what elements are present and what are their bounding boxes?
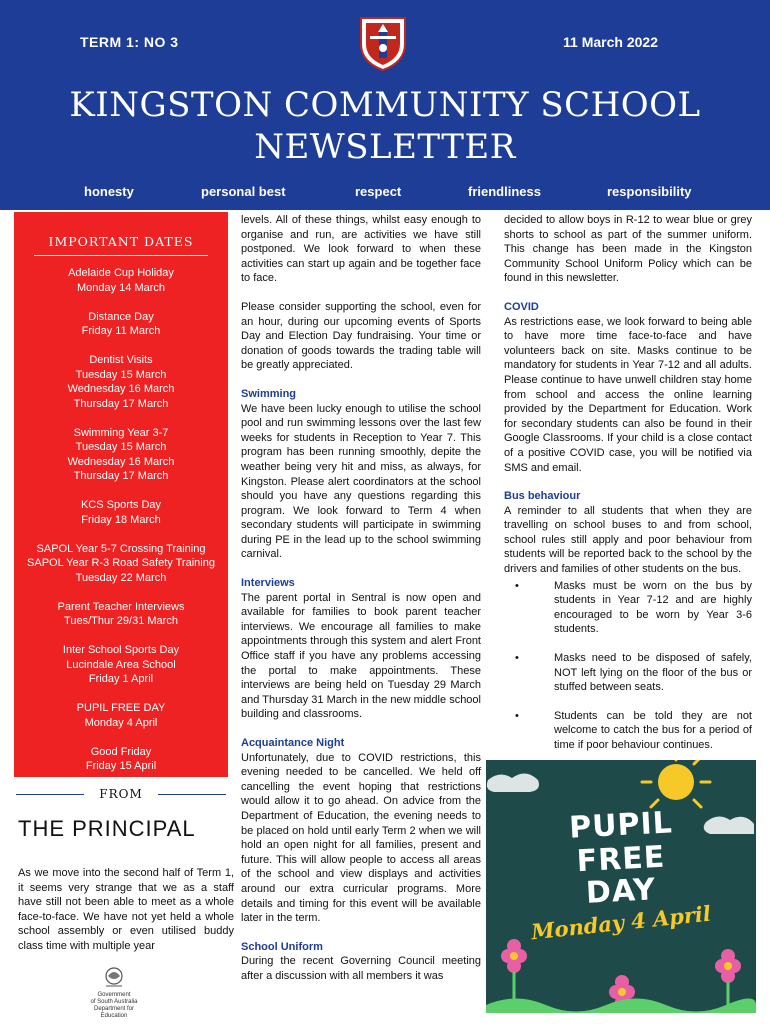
divider [34,255,208,256]
event-line: Wednesday 16 March [67,383,175,395]
event-line: Adelaide Cup Holiday [68,267,174,279]
event-line: Tuesday 15 March [75,368,167,381]
divider [158,794,226,795]
event-item [14,353,228,411]
event-item [14,498,228,527]
pupil-free-day-poster [486,760,756,1013]
gov-line-3: Department for Education [93,1006,135,1019]
paragraph: As we move into the second half of Term 1, it seems very strange that we as a staff have still not been able to meet as a whole face-to-face. We have not yet held a whole school assembly or even utilised buddy class time with multiple year [18,867,234,952]
event-line: Friday 18 March [81,513,161,526]
section-heading-school-uniform: School Uniform [241,940,323,953]
list-item: • Students can be told they are not welcome to catch the bus for a period of time if poor behaviour continues. [508,709,752,753]
event-item [14,426,228,484]
bus-rules-list [508,579,752,753]
event-item [14,643,228,687]
government-crest-icon [102,966,126,988]
issue-date: 11 March 2022 [563,34,658,50]
from-heading [14,787,228,801]
events-list [14,266,228,774]
event-line: Friday 1 April [88,673,154,685]
paragraph: During the recent Governing Council meeting after a discussion with all members it was [241,955,481,982]
school-values [0,184,770,200]
event-item [14,266,228,295]
value-respect: respect [355,184,402,199]
principal-intro [18,866,234,968]
event-line: Tues/Thur 29/31 March [64,615,178,627]
title-line-2: NEWSLETTER [254,127,516,167]
event-line: Parent Teacher Interviews [57,600,185,613]
from-label: FROM [99,787,143,801]
poster-line-3: DAY [585,872,657,911]
poster-line-2: FREE [575,839,667,880]
event-line: Friday 15 April [85,760,157,772]
event-line: Dentist Visits [89,354,153,366]
event-line: Monday 4 April [84,716,158,729]
paragraph: A reminder to all students that when they are travelling on school buses to and from school, school rules still apply and poor behaviour from students will be reported back to the school by the drivers and families of other students on the bus. [504,504,752,576]
column-three [504,213,752,767]
event-line: PUPIL FREE DAY [76,702,166,714]
event-line: Thursday 17 March [73,470,169,482]
value-friendliness: friendliness [468,184,541,199]
poster-line-1: PUPIL [568,805,674,846]
event-item [14,600,228,629]
gov-line-2: of South Australia [90,999,138,1005]
newsletter-title [0,84,770,168]
title-line-1: KINGSTON COMMUNITY SCHOOL [69,85,701,125]
paragraph: levels. All of these things, whilst easy enough to organise and run, are activities we have still postponed. We look forward to when these activities can start up again and be together face to face. [241,214,481,285]
event-line: Friday 11 March [81,325,161,337]
important-dates-panel [14,212,228,777]
term-number: TERM 1: NO 3 [80,34,179,50]
event-item [14,310,228,339]
section-heading-covid: COVID [504,300,539,313]
paragraph: Please consider supporting the school, even for an hour, during our upcoming events of Sports Day and Election Day fundraising. Your time or donation of goods towards the trading table will be greatly appreciated. [241,300,481,372]
event-line: Good Friday [90,745,152,758]
section-heading-acquaintance-night: Acquaintance Night [241,737,345,749]
paragraph: decided to allow boys in R-12 to wear blue or grey shorts to school as part of the summer uniform. This change has been made in the Kingston Community School Uniform Policy which can be found in this newsletter. [504,214,752,285]
event-line: Distance Day [88,310,154,323]
column-two [241,213,481,998]
event-line: Wednesday 16 March [67,455,175,468]
event-item [14,542,228,586]
paragraph: The parent portal in Sentral is now open and available for families to book parent teacher interviews. We encourage all families to make appointments through this system and alert Front Office staff if you have any problems accessing the portal to make appointments. These interviews are being held on Tuesday 29 March and Thursday 31 March in the new middle school building and classrooms. [241,591,481,721]
paragraph: We have been lucky enough to utilise the school pool and run swimming lessons over the last few weeks for students in Reception to Year 7. This program has been running smoothly, depite the weather being very hit and miss, as always, for Kingston. Please alert coordinators at the school should you have any questions regarding this program. We look forward to Term 4 when secondary students will participate in swimming during PE in the lead up to the school swimming carnival. [241,402,481,561]
value-personal-best: personal best [201,184,286,199]
event-line: Swimming Year 3-7 [73,426,169,439]
section-heading-swimming: Swimming [241,387,297,400]
event-line: Thursday 17 March [73,397,169,410]
event-line: Inter School Sports Day [62,644,180,656]
newsletter-header [0,0,770,210]
event-line: Monday 14 March [76,281,166,294]
value-honesty: honesty [84,184,134,199]
event-line: SAPOL Year 5-7 Crossing Training [36,542,206,555]
event-item [14,745,228,774]
event-line: SAPOL Year R-3 Road Safety Training [27,557,215,569]
event-line: Lucindale Area School [66,658,176,671]
school-crest-icon [357,14,409,72]
principal-heading: THE PRINCIPAL [18,816,196,841]
value-responsibility: responsibility [607,184,692,199]
event-line: Tuesday 22 March [75,571,167,584]
gov-line-1: Government [97,992,131,998]
list-item: • Masks need to be disposed of safely, NOT left lying on the floor of the bus or stuffed between seats. [508,651,752,695]
event-line: Tuesday 15 March [75,441,167,453]
section-heading-interviews: Interviews [241,577,295,590]
paragraph: Unfortunately, due to COVID restrictions, this evening needed to be cancelled. We held off cancelling the event hoping that restrictions would allow it to go ahead. On advice from the Department of Education, the evening needs to be placed on hold until early Term 2 when we will hold an open night for all families, present and future. This will allow people to access all areas of the school and view displays and activities around our extra curricular programs. More details and timing for this event will be available later in the term. [241,751,481,925]
government-logo [84,966,144,1019]
event-line: KCS Sports Day [80,499,162,511]
event-item [14,701,228,730]
important-dates-title: IMPORTANT DATES [48,234,194,249]
section-heading-bus-behaviour: Bus behaviour [504,490,581,503]
paragraph: As restrictions ease, we look forward to being able to have more time face-to-face and have volunteers back on site. Masks continue to be mandatory for students in Year 7-12 and all adults. Please continue to have unwell children stay home from school and access the online learning provided by the Department for Education. Work for secondary students can also be found in their Google Classrooms. If your child is a close contact of a positive COVID case, you will be notified via SMS and email. [504,315,752,474]
list-item: • Masks must be worn on the bus by students in Year 7-12 and are highly encouraged to be worn by Year 3-6 students. [508,579,752,637]
poster-line-4: Monday 4 April [530,900,712,945]
